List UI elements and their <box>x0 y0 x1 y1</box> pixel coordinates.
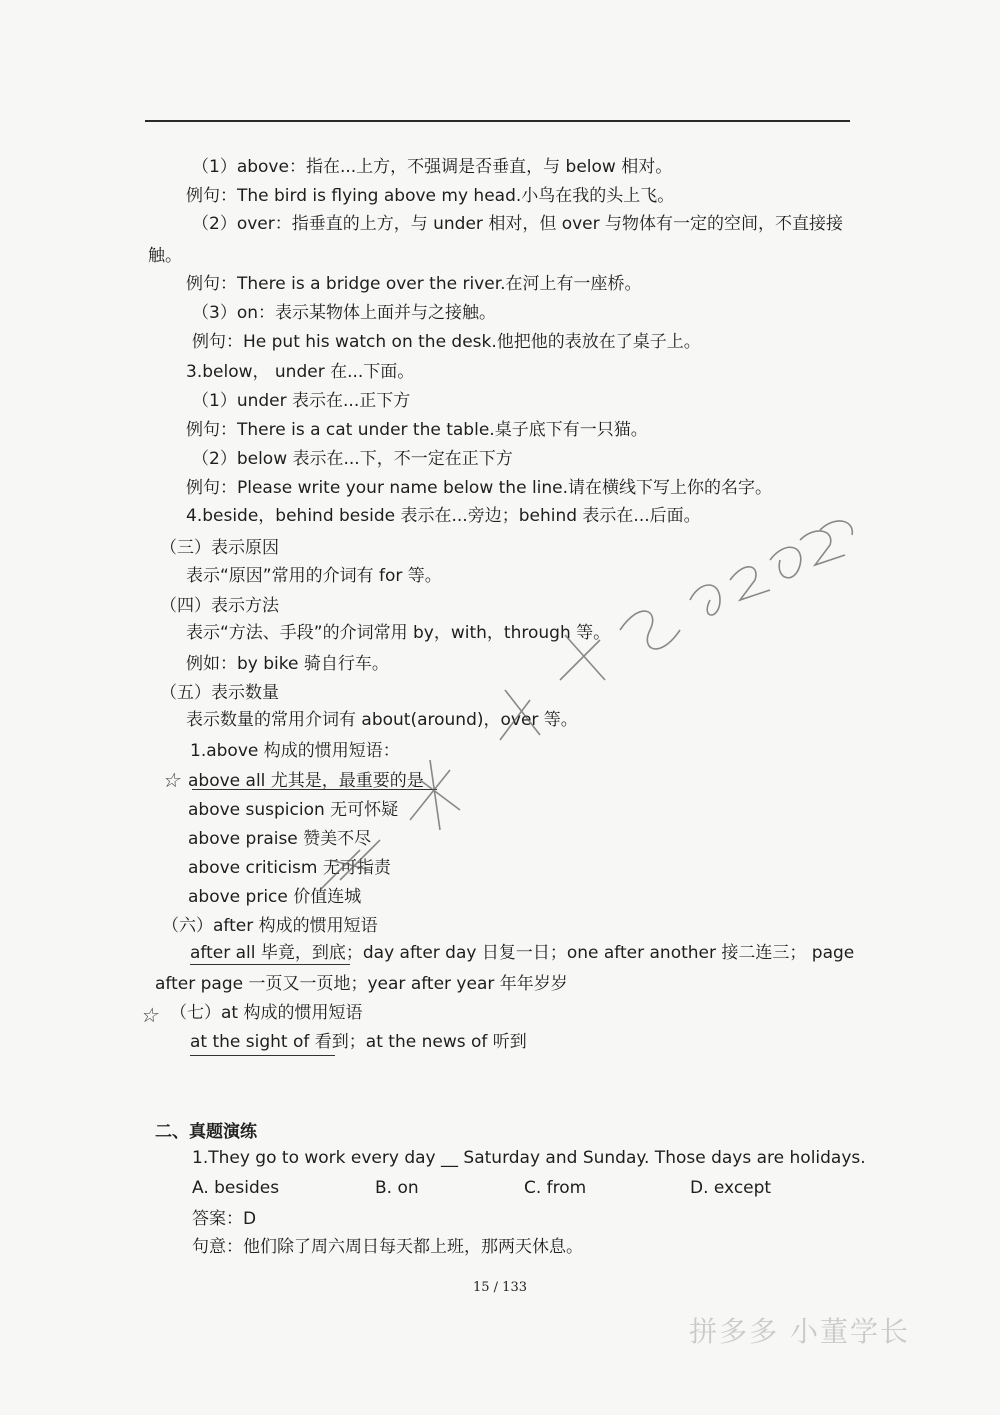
text-line: 触。 <box>148 246 182 266</box>
handwritten-underline <box>190 964 350 965</box>
text-line: after page 一页又一页地；year after year 年年岁岁 <box>155 974 568 994</box>
handwritten-underline <box>190 1055 335 1056</box>
question-text: 1.They go to work every day __ Saturday and Sunday. Those days are holidays. <box>192 1148 866 1168</box>
phrase-item: above criticism 无可指责 <box>188 858 391 878</box>
text-line: 表示“方法、手段”的介词常用 by，with，through 等。 <box>186 623 611 643</box>
star-mark-icon: ☆ <box>140 1003 158 1027</box>
text-line: 例句：Please write your name below the line.请在横线下写上你的名字。 <box>186 478 773 498</box>
answer-line: 答案：D <box>192 1209 257 1229</box>
text-line: 表示“原因”常用的介词有 for 等。 <box>186 566 442 586</box>
text-line: 3.below， under 在...下面。 <box>186 362 415 382</box>
option-d: D. except <box>690 1178 772 1198</box>
text-line: 1.above 构成的惯用短语： <box>190 741 400 761</box>
section-heading: （四）表示方法 <box>160 596 279 616</box>
text-line: after all 毕竟，到底；day after day 日复一日；one after another 接二连三； page <box>190 943 855 963</box>
text-line: 例句：There is a bridge over the river.在河上有一座桥。 <box>186 274 642 294</box>
text-line: 例如：by bike 骑自行车。 <box>186 654 389 674</box>
text-line: （2）below 表示在...下，不一定在正下方 <box>192 449 513 469</box>
phrase-item: above praise 赞美不尽 <box>188 829 372 849</box>
section-heading: （六）after 构成的惯用短语 <box>162 916 378 936</box>
section-heading: （五）表示数量 <box>160 683 279 703</box>
text-line: 4.beside，behind beside 表示在...旁边；behind 表示在...后面。 <box>186 506 701 526</box>
option-b: B. on <box>375 1178 419 1198</box>
phrase-item: above suspicion 无可怀疑 <box>188 800 399 820</box>
phrase-item: above all 尤其是，最重要的是 <box>188 771 424 791</box>
star-mark-icon: ☆ <box>162 768 180 792</box>
text-line: 表示数量的常用介词有 about(around)，over 等。 <box>186 710 578 730</box>
section-heading: （七）at 构成的惯用短语 <box>170 1003 363 1023</box>
translation-line: 句意：他们除了周六周日每天都上班，那两天休息。 <box>192 1237 583 1257</box>
handwritten-underline <box>192 789 437 790</box>
text-line: 例句：The bird is flying above my head.小鸟在我的头上飞。 <box>186 186 675 206</box>
watermark-text: 拼多多 小董学长 <box>689 1315 910 1348</box>
text-line: （3）on：表示某物体上面并与之接触。 <box>192 303 496 323</box>
text-line: （1）under 表示在...正下方 <box>192 391 411 411</box>
header-rule <box>145 120 850 122</box>
option-a: A. besides <box>192 1178 280 1198</box>
text-line: 例句：There is a cat under the table.桌子底下有一只猫。 <box>186 420 648 440</box>
page-number: 15 / 133 <box>473 1280 527 1295</box>
option-c: C. from <box>524 1178 587 1198</box>
text-line: （2）over：指垂直的上方，与 under 相对，但 over 与物体有一定的空间，不直接接 <box>192 214 844 234</box>
text-line: （1）above：指在...上方，不强调是否垂直，与 below 相对。 <box>192 157 673 177</box>
section-heading: （三）表示原因 <box>160 538 279 558</box>
phrase-item: above price 价值连城 <box>188 887 362 907</box>
exercise-heading: 二、真题演练 <box>155 1122 257 1142</box>
text-line: 例句：He put his watch on the desk.他把他的表放在了桌子上。 <box>192 332 701 352</box>
text-line: at the sight of 看到；at the news of 听到 <box>190 1032 527 1052</box>
